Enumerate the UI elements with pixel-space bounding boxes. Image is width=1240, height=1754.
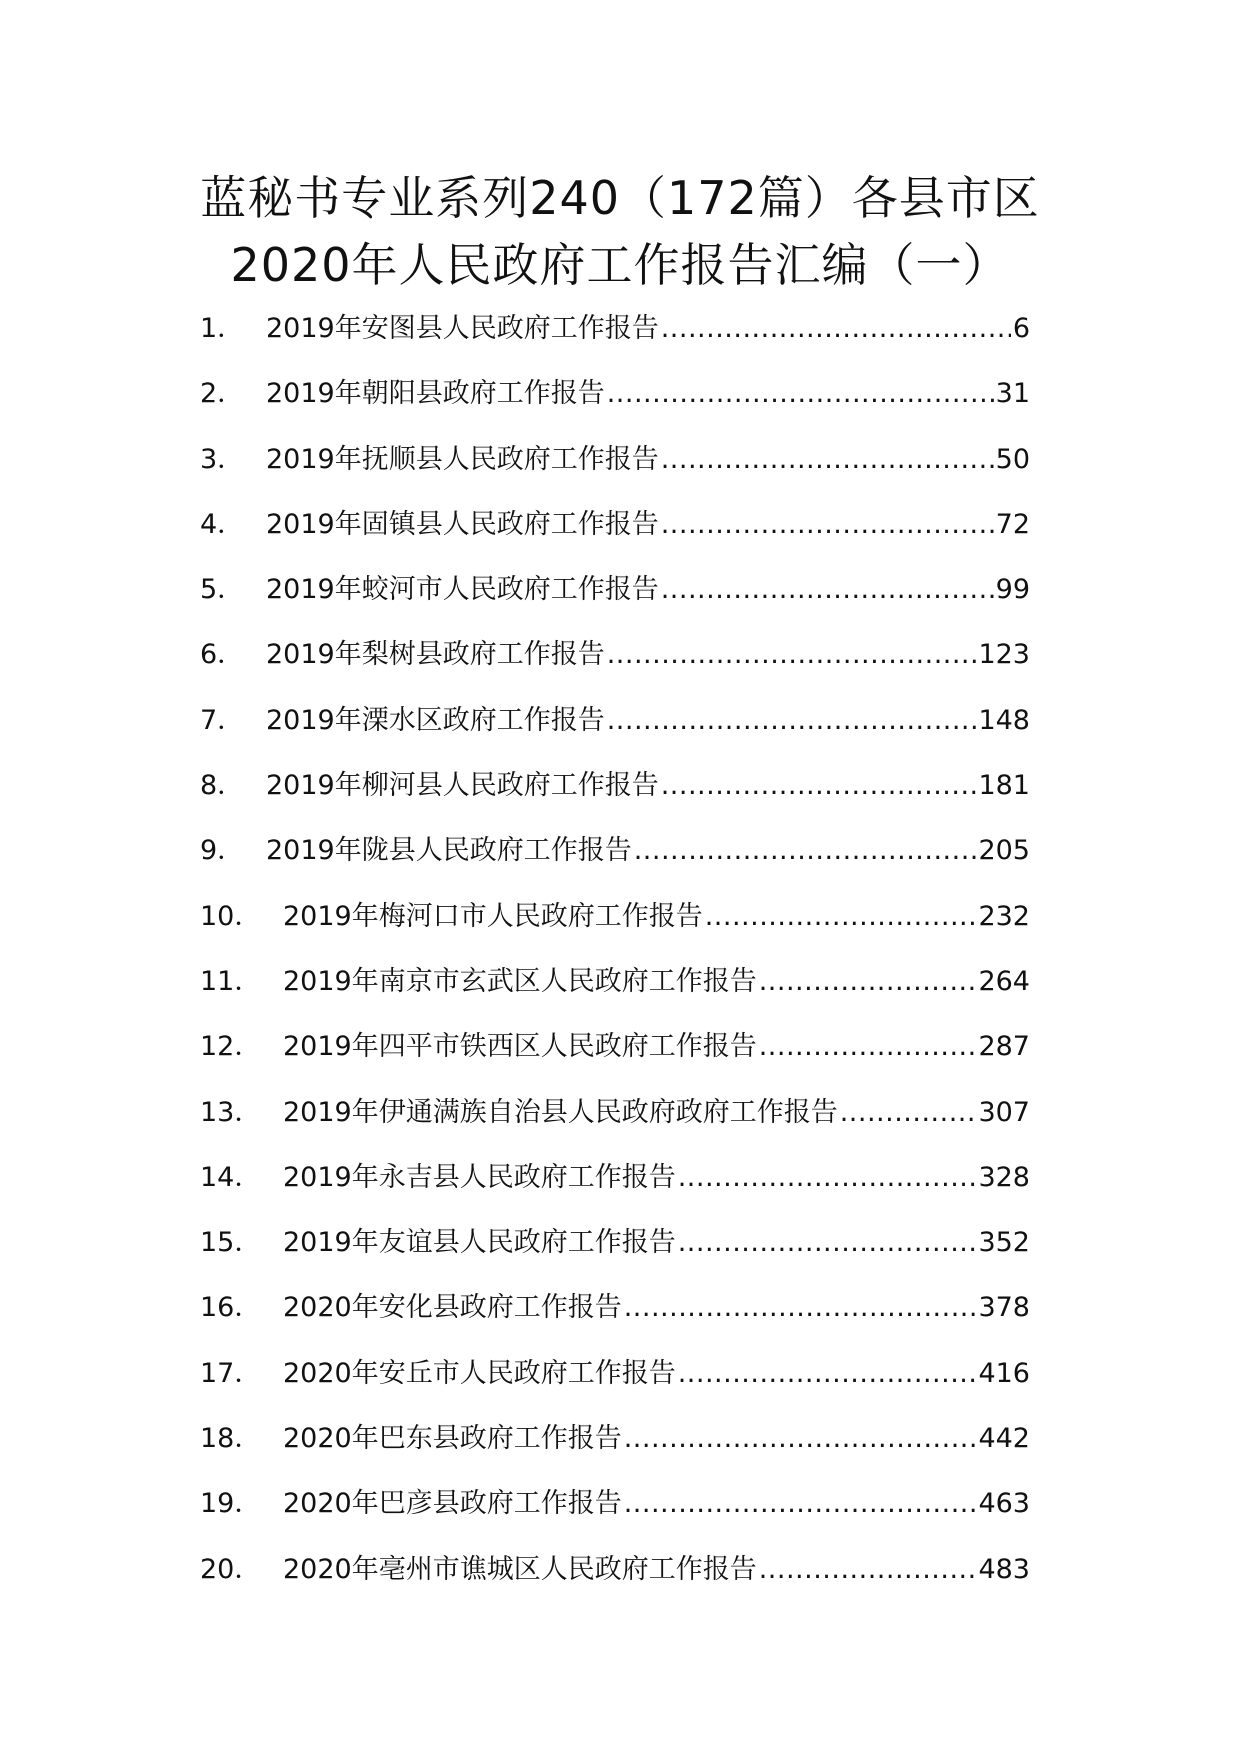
- toc-entry-number: 15．: [200, 1227, 262, 1259]
- toc-entry[interactable]: [200, 1537, 1030, 1602]
- toc-entry-leader-dots: [661, 427, 994, 492]
- toc-entry-page-number: 287: [978, 1031, 1030, 1063]
- toc-entry-title: 2019年梨树县政府工作报告: [266, 639, 605, 671]
- toc-entry-title: 2019年固镇县人民政府工作报告: [266, 508, 659, 540]
- toc-entry-number: 9．: [200, 835, 245, 867]
- toc-entry[interactable]: [200, 949, 1030, 1014]
- toc-entry-page-number: 483: [978, 1553, 1030, 1585]
- toc-entry-leader-dots: [678, 1210, 977, 1275]
- toc-entry-title: 2020年亳州市谯城区人民政府工作报告: [283, 1553, 757, 1585]
- toc-entry-number: 1．: [200, 313, 245, 344]
- toc-entry-number: 5．: [200, 574, 245, 606]
- toc-entry[interactable]: [200, 1080, 1030, 1145]
- toc-entry-title: 2020年安化县政府工作报告: [283, 1292, 622, 1324]
- toc-entry[interactable]: [200, 296, 1030, 361]
- toc-entry-page-number: 232: [978, 900, 1030, 932]
- toc-entry-leader-dots: [661, 296, 1011, 361]
- toc-entry-leader-dots: [840, 1080, 977, 1145]
- toc-entry-leader-dots: [607, 622, 977, 687]
- toc-entry-number: 2．: [200, 378, 245, 410]
- toc-entry-title: 2019年友谊县人民政府工作报告: [283, 1227, 676, 1259]
- toc-entry[interactable]: [200, 1406, 1030, 1471]
- toc-entry-page-number: 307: [978, 1096, 1030, 1128]
- toc-entry[interactable]: [200, 818, 1030, 883]
- document-title-line-2: 2020年人民政府工作报告汇编（一）: [230, 238, 1010, 292]
- toc-entry-leader-dots: [634, 818, 977, 883]
- toc-entry-number: 8．: [200, 770, 245, 802]
- toc-entry[interactable]: [200, 1014, 1030, 1079]
- toc-entry-title: 2019年南京市玄武区人民政府工作报告: [283, 965, 757, 997]
- toc-entry-page-number: 123: [978, 639, 1030, 671]
- toc-entry-leader-dots: [759, 1537, 977, 1602]
- toc-entry-page-number: 6: [1012, 313, 1030, 344]
- toc-entry-page-number: 352: [978, 1227, 1030, 1259]
- toc-entry[interactable]: [200, 557, 1030, 622]
- toc-entry-number: 16．: [200, 1292, 262, 1324]
- toc-entry-title: 2019年永吉县人民政府工作报告: [283, 1161, 676, 1193]
- toc-entry-page-number: 416: [978, 1357, 1030, 1389]
- toc-entry-title: 2020年巴彦县政府工作报告: [283, 1488, 622, 1520]
- toc-entry-leader-dots: [759, 1014, 977, 1079]
- toc-entry-leader-dots: [661, 492, 994, 557]
- toc-entry-leader-dots: [624, 1471, 977, 1536]
- toc-entry-number: 13．: [200, 1096, 262, 1128]
- toc-entry-leader-dots: [607, 688, 977, 753]
- toc-entry-number: 20．: [200, 1553, 262, 1585]
- toc-entry-title: 2019年蛟河市人民政府工作报告: [266, 574, 659, 606]
- toc-entry-title: 2020年巴东县政府工作报告: [283, 1423, 622, 1455]
- toc-entry-page-number: 181: [978, 770, 1030, 802]
- toc-entry-title: 2019年梅河口市人民政府工作报告: [283, 900, 703, 932]
- toc-entry-number: 18．: [200, 1423, 262, 1455]
- toc-entry[interactable]: [200, 1341, 1030, 1406]
- toc-entry-page-number: 31: [995, 378, 1030, 410]
- toc-entry[interactable]: [200, 753, 1030, 818]
- toc-entry-page-number: 205: [978, 835, 1030, 867]
- toc-entry-number: 7．: [200, 704, 245, 736]
- toc-entry-leader-dots: [624, 1406, 977, 1471]
- toc-entry-title: 2019年柳河县人民政府工作报告: [266, 770, 659, 802]
- toc-entry[interactable]: [200, 1471, 1030, 1536]
- toc-entry-leader-dots: [678, 1145, 977, 1210]
- toc-entry-page-number: 148: [978, 704, 1030, 736]
- toc-entry[interactable]: [200, 1275, 1030, 1340]
- toc-entry-leader-dots: [678, 1341, 977, 1406]
- toc-entry-leader-dots: [661, 753, 977, 818]
- toc-entry-number: 17．: [200, 1357, 262, 1389]
- toc-entry[interactable]: [200, 492, 1030, 557]
- toc-entry[interactable]: [200, 884, 1030, 949]
- toc-entry-page-number: 99: [995, 574, 1030, 606]
- toc-entry[interactable]: [200, 688, 1030, 753]
- toc-entry[interactable]: [200, 427, 1030, 492]
- toc-entry-title: 2019年四平市铁西区人民政府工作报告: [283, 1031, 757, 1063]
- toc-entry-page-number: 50: [995, 443, 1030, 475]
- toc-entry-leader-dots: [759, 949, 977, 1014]
- toc-entry-title: 2019年朝阳县政府工作报告: [266, 378, 605, 410]
- toc-entry-title: 2019年陇县人民政府工作报告: [266, 835, 632, 867]
- toc-entry-number: 19．: [200, 1488, 262, 1520]
- toc-entry-title: 2020年安丘市人民政府工作报告: [283, 1357, 676, 1389]
- toc-entry-page-number: 264: [978, 965, 1030, 997]
- toc-entry-title: 2019年抚顺县人民政府工作报告: [266, 443, 659, 475]
- toc-entry-page-number: 378: [978, 1292, 1030, 1324]
- document-title-line-1: 蓝秘书专业系列240（172篇）各县市区: [200, 171, 1040, 225]
- table-of-contents: [200, 296, 1030, 1602]
- toc-entry-leader-dots: [624, 1275, 977, 1340]
- toc-entry-leader-dots: [661, 557, 994, 622]
- toc-entry-number: 3．: [200, 443, 245, 475]
- toc-entry-page-number: 72: [995, 508, 1030, 540]
- toc-entry-leader-dots: [705, 884, 977, 949]
- toc-entry-number: 11．: [200, 965, 262, 997]
- toc-entry-number: 12．: [200, 1031, 262, 1063]
- toc-entry-page-number: 328: [978, 1161, 1030, 1193]
- toc-entry-page-number: 442: [978, 1423, 1030, 1455]
- toc-entry-number: 6．: [200, 639, 245, 671]
- toc-entry[interactable]: [200, 361, 1030, 426]
- toc-entry-number: 4．: [200, 508, 245, 540]
- toc-entry-title: 2019年伊通满族自治县人民政府政府工作报告: [283, 1096, 838, 1128]
- toc-entry[interactable]: [200, 1210, 1030, 1275]
- toc-entry-number: 14．: [200, 1161, 262, 1193]
- toc-entry-leader-dots: [607, 361, 994, 426]
- toc-entry-title: 2019年安图县人民政府工作报告: [266, 313, 659, 344]
- toc-entry[interactable]: [200, 1145, 1030, 1210]
- toc-entry[interactable]: [200, 622, 1030, 687]
- toc-entry-page-number: 463: [978, 1488, 1030, 1520]
- toc-entry-number: 10．: [200, 900, 262, 932]
- toc-entry-title: 2019年溧水区政府工作报告: [266, 704, 605, 736]
